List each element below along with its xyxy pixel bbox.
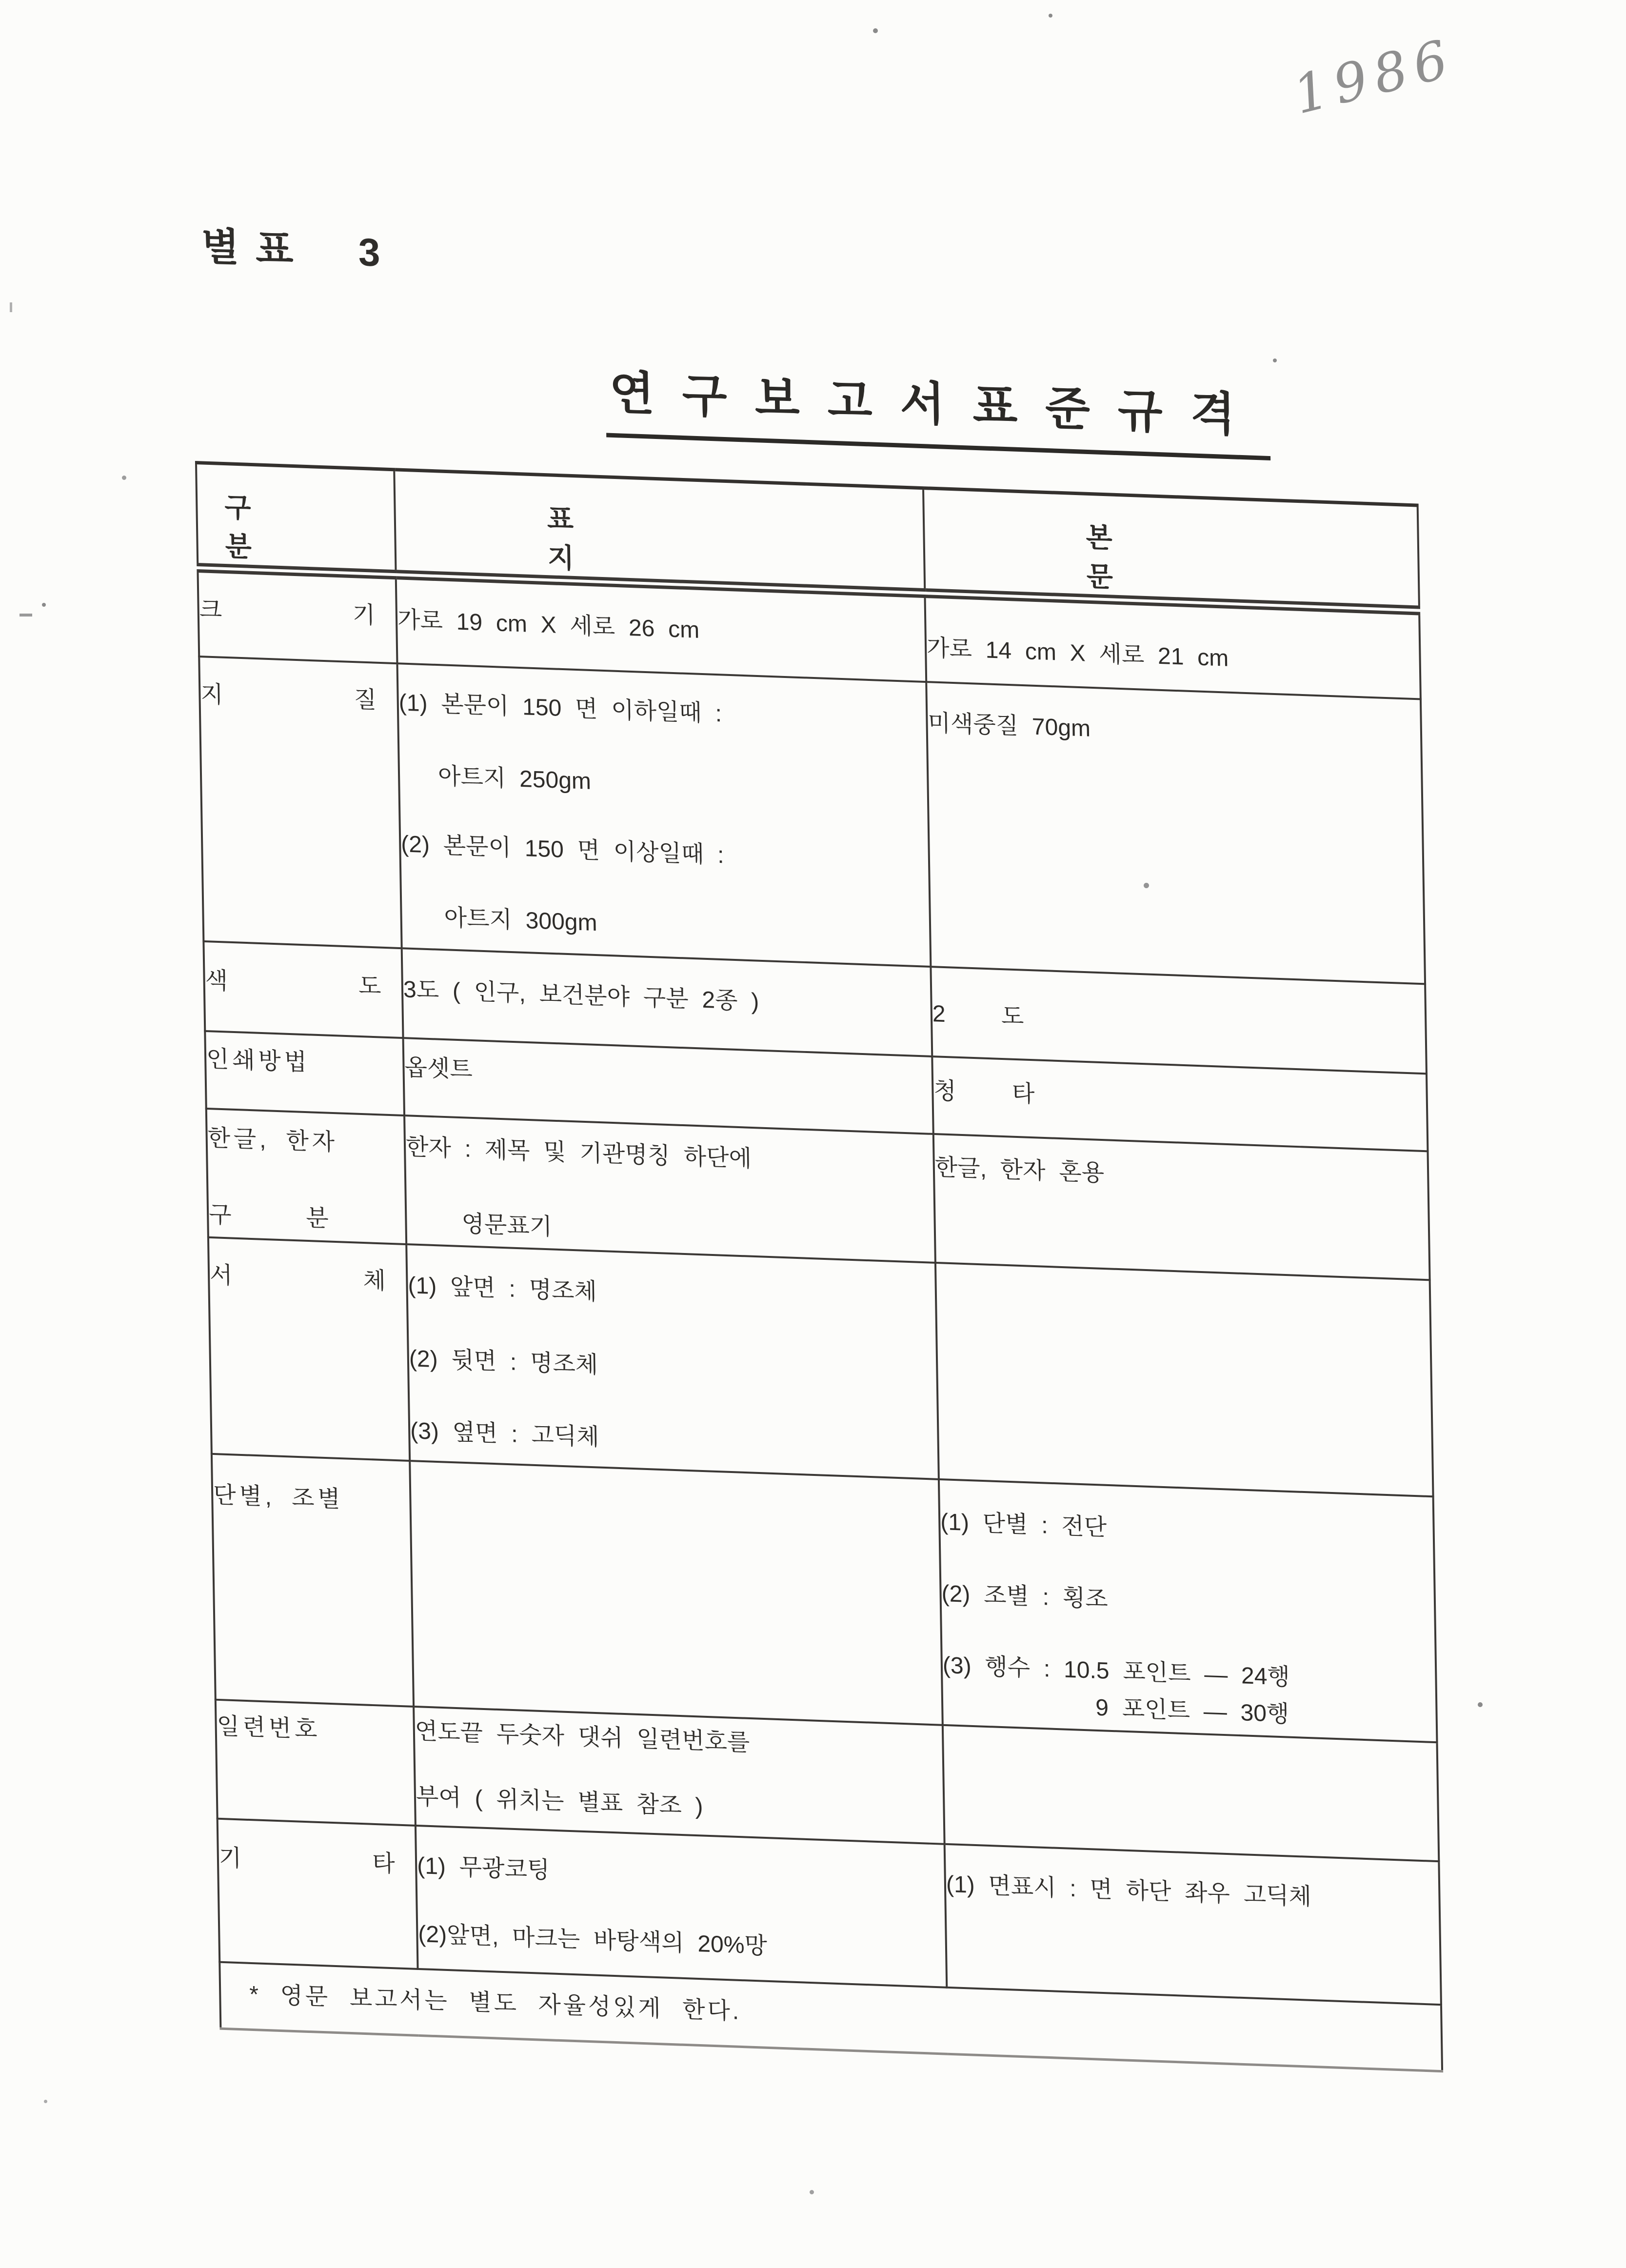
serial-label-cell [216,1700,416,1826]
typeface-label-cell [208,1237,445,1461]
scan-speck [1144,883,1149,888]
cell-line: (2) 뒷면 : 명조체 [409,1346,598,1378]
typeface-body-cell [935,1263,1433,1496]
scan-speck [42,603,46,607]
script-label-cell [206,1109,406,1244]
etc-body-cell [945,1844,1441,2005]
scan-speck [810,2190,814,2194]
row-label: 기 타 [218,1845,454,1879]
etc-label-cell [218,1819,454,1969]
cell-line: 3도 ( 인구, 보건분야 구분 2종 ) [403,976,759,1015]
cell-line: 부여 ( 위치는 별표 참조 ) [416,1783,703,1820]
cell-line: 영문표기 [461,1211,553,1240]
cell-line: (1) 무광코팅 [416,1852,550,1884]
cell-line: 한자 : 제목 및 기관명칭 하단에 [405,1134,752,1172]
cell-line: (1) 본문이 150 면 이하일때 : [398,690,722,727]
row-label: 서 체 [209,1262,445,1296]
header-body-cell [923,488,1419,611]
cell-line: (2) 본문이 150 면 이상일때 : [400,831,724,869]
scan-speck [873,28,878,33]
spec-table [195,461,1443,2072]
columns-cover-cell [410,1461,943,1725]
scan-smudge [10,302,12,312]
printing-label-cell [205,1031,404,1115]
row-label: 한글, 한자 [207,1125,338,1156]
scan-smudge [20,614,32,617]
cell-line: 연도끝 두숫자 댓쉬 일련번호를 [415,1718,750,1756]
row-label-line2: 구 분 [208,1201,359,1233]
scan-speck [1478,1702,1483,1707]
page-title: 연구보고서표준규격 [605,356,1270,461]
row-columns [212,1454,1437,1742]
cell-line: (2) 조별 : 횡조 [941,1580,1108,1612]
colors-label-cell [203,941,440,1038]
size-label-cell [198,568,434,663]
cell-line: (2)앞면, 마크는 바탕색의 20%망 [418,1921,768,1959]
scan-speck [1273,358,1277,362]
columns-body-cell [939,1479,1437,1742]
scan-speck [122,476,126,480]
serial-body-cell [943,1725,1439,1861]
etc-cover-cell [416,1826,947,1988]
footnote-text: * 영문 보고서는 별도 자율성있게 한다. [249,1981,742,2025]
row-typeface [208,1237,1433,1496]
scan-speck [44,2100,47,2103]
cell-line: 9 포인트 — 30행 [1095,1694,1289,1728]
row-label: 단별, 조별 [213,1482,344,1513]
row-label: 인쇄방법 [206,1046,311,1076]
colors-body-cell [931,967,1427,1074]
header-cover-cell [394,470,925,593]
colors-cover-cell [402,948,932,1056]
paper-cover-cell [397,663,931,967]
script-cover-cell [404,1115,935,1263]
cell-line: 아트지 250gm [437,763,592,795]
cell-line: (1) 단별 : 전단 [940,1509,1107,1541]
cell-line: (1) 면표시 : 면 하단 좌우 고딕체 [946,1871,1312,1910]
serial-cover-cell [414,1707,945,1844]
cell-line: (1) 앞면 : 명조체 [408,1273,597,1305]
paper-body-cell [926,682,1425,984]
header-category-cell [196,463,396,575]
cell-line: 청 타 [933,1078,1056,1108]
row-label: 지 질 [200,681,436,716]
cell-line: 2 도 [932,1001,1045,1031]
cell-line: 가로 19 cm X 세로 26 cm [397,607,700,643]
script-body-cell [933,1134,1430,1280]
cell-line: 미색중질 70gm [928,710,1091,742]
header-cover-label: 표 지 [547,503,772,581]
cell-line: 아트지 300gm [444,905,597,936]
size-body-cell [925,593,1421,699]
cell-line: (3) 행수 : 10.5 포인트 — 24행 [942,1652,1290,1691]
row-label: 일련번호 [217,1713,321,1743]
header-body-label: 본 문 [1086,521,1283,598]
cell-line: 옵셋트 [404,1054,473,1083]
header-category-label: 구 분 [224,492,288,564]
scan-speck [1049,14,1052,18]
cell-line: 한글, 한자 혼용 [934,1154,1105,1187]
typeface-cover-cell [406,1244,939,1479]
row-label: 크 기 [199,597,434,631]
attachment-label: 별표 3 [201,224,397,275]
row-paper [199,657,1425,984]
paper-label-cell [199,657,436,948]
cell-line: (3) 옆면 : 고딕체 [410,1418,599,1451]
cell-line: 가로 14 cm X 세로 21 cm [926,635,1229,672]
columns-label-cell [212,1454,414,1707]
row-label: 색 도 [205,968,440,1002]
handwritten-year: 1986 [1287,27,1461,126]
